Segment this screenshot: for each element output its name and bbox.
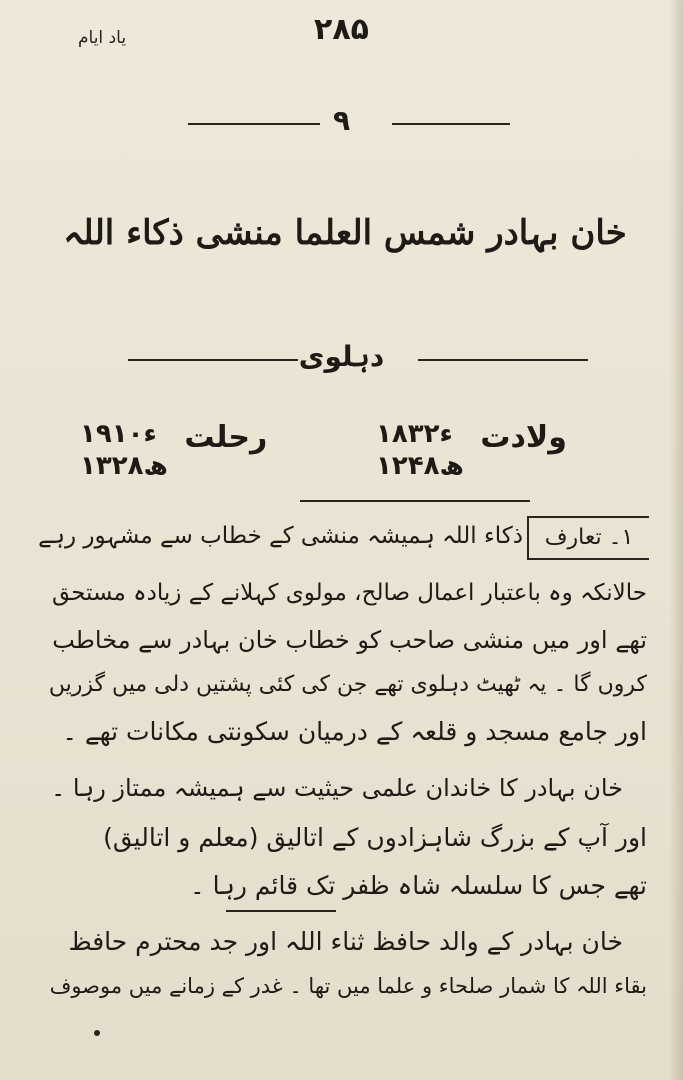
page-edge-shadow (669, 0, 683, 1080)
birth-ah: ۱۲۴۸ھ (376, 451, 464, 481)
intro-overline (300, 500, 530, 502)
body-line-3: تھے اور میں منشی صاحب کو خطاب خان بہادر سے مخاطب (52, 626, 647, 654)
body-line-2: حالانکہ وہ باعتبار اعمال صالح، مولوی کہلانے کے زیادہ مستحق (52, 580, 647, 606)
page-number: ۲۸۵ (314, 12, 369, 47)
margin-dot (94, 1030, 100, 1036)
death-label: رحلت (184, 420, 268, 455)
body-line-10: بقاء اللہ کا شمار صلحاء و علما میں تھا ۔ غدر کے زمانے میں موصوف (49, 974, 647, 998)
body-line-7: اور آپ کے بزرگ شاہزادوں کے اتالیق (معلم و اتالیق) (103, 823, 647, 852)
body-line-5: اور جامع مسجد و قلعہ کے درمیان سکونتی مکانات تھے ۔ (62, 717, 647, 746)
death-ah: ۱۳۲۸ھ (80, 451, 168, 481)
body-line-9: خان بہادر کے والد حافظ ثناء اللہ اور جد محترم حافظ (68, 927, 623, 956)
section-label-box: ۱۔ تعارف (527, 516, 649, 560)
body-line-4: کروں گا ۔ یہ ٹھیٹ دہلوی تھے جن کی کئی پشتیں دلی میں گزریں (48, 672, 647, 697)
death-date (80, 418, 267, 482)
birth-date-values (376, 418, 464, 482)
subtitle-divider (0, 340, 683, 380)
body-line-6: خان بہادر کا خاندان علمی حیثیت سے ہمیشہ ممتاز رہا ۔ (51, 774, 623, 802)
birth-ce: ۱۸۳۲ء (376, 419, 453, 449)
body-underline (226, 910, 336, 912)
chapter-subtitle: دہلوی (298, 340, 385, 373)
birth-label: ولادت (480, 420, 567, 455)
birth-date (376, 418, 567, 482)
death-ce: ۱۹۱۰ء (80, 419, 157, 449)
chapter-number: ۹ (332, 104, 351, 137)
death-date-values (80, 418, 168, 482)
running-title: یاد ایام (78, 28, 127, 48)
body-line-8: تھے جس کا سلسلہ شاہ ظفر تک قائم رہا ۔ (190, 871, 647, 900)
chapter-title: خان بہادر شمس العلما منشی ذکاء اللہ (63, 213, 627, 253)
body-line-1: ذکاء اللہ ہمیشہ منشی کے خطاب سے مشہور رہے (38, 523, 523, 549)
chapter-number-divider (0, 104, 683, 144)
